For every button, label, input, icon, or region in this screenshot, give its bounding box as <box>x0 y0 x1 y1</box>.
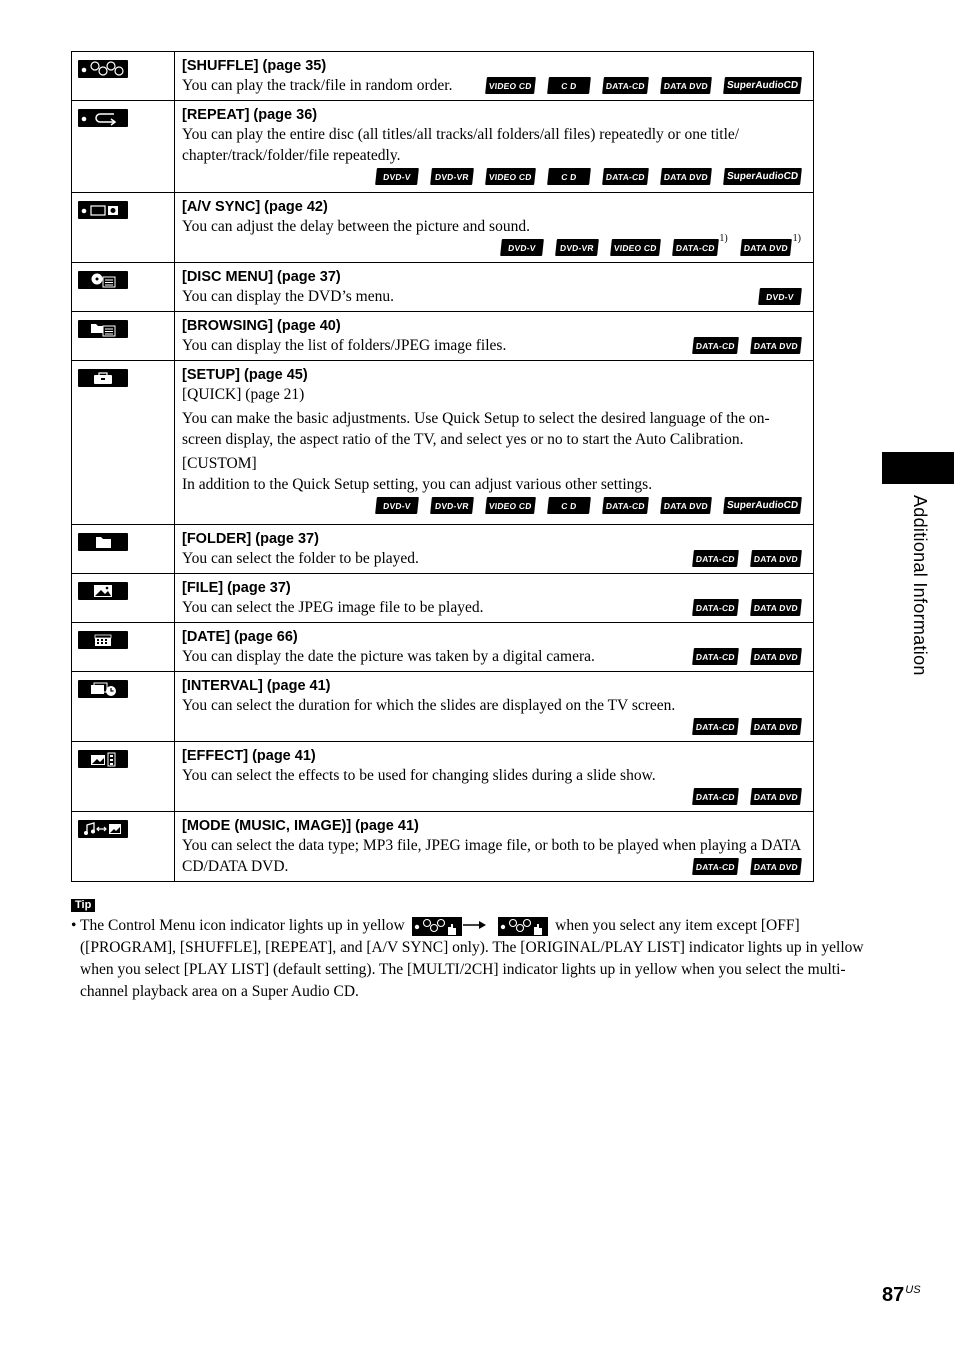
item-description: You can display the date the picture was taken by a digital camera. <box>182 648 595 665</box>
repeat-icon <box>78 109 128 127</box>
item-description: In addition to the Quick Setup setting, you can adjust various other settings. <box>182 476 653 493</box>
disc-logos <box>182 168 801 185</box>
table-row <box>72 263 814 312</box>
disc-logo: C D <box>547 77 591 94</box>
disc-logos <box>182 788 801 805</box>
disc-logo: C D <box>547 168 591 185</box>
table-row <box>72 101 814 193</box>
disc-logo: DATA-CD <box>602 168 649 185</box>
page-number-value: 87 <box>882 1284 905 1306</box>
folder-icon <box>78 533 128 551</box>
tip-bullet: • <box>71 917 77 934</box>
disc-logo: DVD-VR <box>555 239 599 256</box>
disc-logos <box>182 497 801 514</box>
item-description: You can display the list of folders/JPEG image files. <box>182 337 507 354</box>
disc-logo: DVD-VR <box>430 168 474 185</box>
arrow-right-icon <box>472 915 487 937</box>
section-title: Additional Information <box>910 495 930 676</box>
disc-logo: SuperAudioCD <box>723 497 802 514</box>
disc-logos <box>182 718 801 735</box>
disc-logo: DATA DVD <box>660 168 712 185</box>
disc-logos <box>182 233 801 256</box>
item-title: [REPEAT] (page 36) <box>182 107 318 123</box>
item-title: [BROWSING] (page 40) <box>182 318 341 334</box>
interval-icon <box>78 680 128 698</box>
disc-logo: DATA-CD <box>692 788 739 805</box>
setup-icon <box>78 369 128 387</box>
disc-logo-with-footnote <box>673 233 728 256</box>
table-row <box>72 672 814 742</box>
tip-text <box>71 915 865 1003</box>
disc-logo: VIDEO CD <box>485 77 535 94</box>
item-description: You can play the entire disc (all titles/all tracks/all folders/all files) repeatedly or one title/ chapter/track/folder/file repeatedly. <box>182 126 740 164</box>
item-title: [EFFECT] (page 41) <box>182 748 316 764</box>
disc-logo: DATA-CD <box>602 77 649 94</box>
table-row <box>72 623 814 672</box>
item-title: [SETUP] (page 45) <box>182 367 308 383</box>
item-title: [FOLDER] (page 37) <box>182 531 319 547</box>
disc-logo: DATA-CD <box>692 718 739 735</box>
disc-logo: VIDEO CD <box>485 168 535 185</box>
table-row <box>72 193 814 263</box>
item-description: You can play the track/file in random order. <box>182 77 453 94</box>
table-row <box>72 525 814 574</box>
item-description: You can make the basic adjustments. Use Quick Setup to select the desired language of the on-screen display, the aspect ratio of the TV, and select yes or no to start the Auto Calibration. <box>182 410 770 448</box>
disc-logo: DATA DVD <box>740 239 792 256</box>
disc-logo: DVD-VR <box>430 497 474 514</box>
table-row <box>72 361 814 525</box>
item-description: You can select the JPEG image file to be played. <box>182 599 484 616</box>
disc-logo: DATA-CD <box>672 239 719 256</box>
section-tab <box>882 452 954 484</box>
disc-logo: DATA-CD <box>692 337 739 354</box>
control-menu-off-icon <box>412 917 462 936</box>
disc-logo: DATA-CD <box>692 648 739 665</box>
tip-text-after: when you select any item except [OFF] ([PROGRAM], [SHUFFLE], [REPEAT], and [A/V SYNC] only). The [ORIGINAL/PLAY LIST] indicator lights up in yellow when you select [PLAY LIST] (default setting). The [MULTI/2CH] indicator lights up in yellow when you select the multi-channel playback area on a Super Audio CD. <box>80 917 864 1000</box>
item-title: [SHUFFLE] (page 35) <box>182 58 327 74</box>
table-row <box>72 574 814 623</box>
table-row <box>72 812 814 882</box>
disc-logo: DVD-V <box>375 168 419 185</box>
item-description: You can select the effects to be used for changing slides during a slide show. <box>182 767 656 784</box>
disc-logo: DATA DVD <box>750 337 802 354</box>
page-number <box>882 1284 921 1307</box>
av-sync-icon <box>78 201 128 219</box>
shuffle-icon <box>78 60 128 78</box>
item-description: You can select the duration for which the slides are displayed on the TV screen. <box>182 697 676 714</box>
item-title: [DISC MENU] (page 37) <box>182 269 341 285</box>
disc-logo: DATA-CD <box>692 599 739 616</box>
disc-logo: DVD-V <box>758 288 802 305</box>
disc-logo: VIDEO CD <box>485 497 535 514</box>
disc-logo: SuperAudioCD <box>723 77 802 94</box>
table-row <box>72 312 814 361</box>
item-description: You can select the data type; MP3 file, JPEG image file, or both to be played when playing a DATA CD/DATA DVD. <box>182 837 801 875</box>
tip-text-before: The Control Menu icon indicator lights up in yellow <box>80 917 405 934</box>
disc-logo: DATA DVD <box>750 648 802 665</box>
item-description: You can display the DVD’s menu. <box>182 288 394 305</box>
page-region-suffix: US <box>905 1284 921 1296</box>
item-title: [A/V SYNC] (page 42) <box>182 199 328 215</box>
control-menu-on-icon <box>498 917 548 936</box>
file-icon <box>78 582 128 600</box>
item-description: You can select the folder to be played. <box>182 550 419 567</box>
disc-logo-with-footnote <box>741 233 801 256</box>
item-description: You can adjust the delay between the picture and sound. <box>182 218 530 235</box>
disc-logo: DATA DVD <box>750 550 802 567</box>
disc-logo: DATA DVD <box>660 77 712 94</box>
item-title: [FILE] (page 37) <box>182 580 291 596</box>
disc-logo: DATA DVD <box>750 599 802 616</box>
item-title: [MODE (MUSIC, IMAGE)] (page 41) <box>182 818 419 834</box>
effect-icon <box>78 750 128 768</box>
table-row <box>72 52 814 101</box>
table-row <box>72 742 814 812</box>
disc-logo: DATA-CD <box>602 497 649 514</box>
disc-menu-icon <box>78 271 128 289</box>
disc-logo: DATA-CD <box>692 858 739 875</box>
disc-logo: VIDEO CD <box>610 239 660 256</box>
footnote-marker: 1) <box>719 233 728 244</box>
disc-logo: DATA DVD <box>750 718 802 735</box>
item-description: [CUSTOM] <box>182 455 257 472</box>
disc-logo: DVD-V <box>375 497 419 514</box>
disc-logo: DATA DVD <box>750 788 802 805</box>
item-description: [QUICK] (page 21) <box>182 386 305 403</box>
item-title: [DATE] (page 66) <box>182 629 298 645</box>
disc-logo: DATA-CD <box>692 550 739 567</box>
footnote-marker: 1) <box>792 233 801 244</box>
control-menu-table <box>71 51 814 882</box>
tip-label: Tip <box>71 899 95 912</box>
date-icon <box>78 631 128 649</box>
disc-logo: C D <box>547 497 591 514</box>
browsing-icon <box>78 320 128 338</box>
disc-logo: DVD-V <box>500 239 544 256</box>
disc-logo: SuperAudioCD <box>723 168 802 185</box>
item-title: [INTERVAL] (page 41) <box>182 678 331 694</box>
disc-logo: DATA DVD <box>750 858 802 875</box>
mode-music-image-icon <box>78 820 128 838</box>
disc-logo: DATA DVD <box>660 497 712 514</box>
